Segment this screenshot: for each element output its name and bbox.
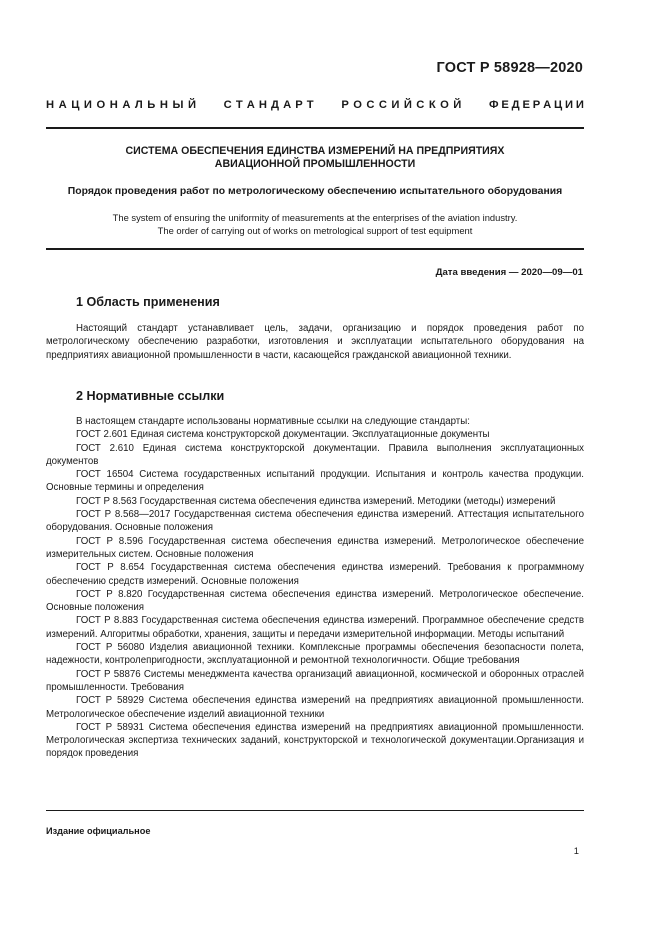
references-list (46, 415, 584, 761)
reference-item: ГОСТ Р 8.654 Государственная система обеспечения единства измерений. Требования к программному обеспечению средств измерений. Основные положения (46, 562, 584, 587)
footer-rule (46, 810, 584, 811)
reference-item: В настоящем стандарте использованы нормативные ссылки на следующие стандарты: (76, 416, 470, 427)
reference-item: ГОСТ Р 8.883 Государственная система обеспечения единства измерений. Программное обеспечение средств измерений. Алгоритмы обработки, хранения, защиты и передачи измерительной информации. Методы испытаний (46, 615, 584, 640)
section-heading-scope: 1 Область применения (76, 295, 220, 309)
title-line: АВИАЦИОННОЙ ПРОМЫШЛЕННОСТИ (214, 158, 416, 170)
title-line: СИСТЕМА ОБЕСПЕЧЕНИЯ ЕДИНСТВА ИЗМЕРЕНИЙ НА ПРЕДПРИЯТИЯХ (125, 145, 505, 157)
english-title (46, 211, 584, 237)
banner-word: Н А Ц И О Н А Л Ь Н Ы Й (46, 99, 196, 111)
header-rule (46, 127, 584, 129)
reference-item: ГОСТ 16504 Система государственных испытаний продукции. Испытания и контроль качества продукции. Основные термины и определения (46, 469, 584, 494)
standard-subtitle: Порядок проведения работ по метрологическому обеспечению испытательного оборудования (67, 186, 563, 197)
reference-item: ГОСТ Р 8.568—2017 Государственная система обеспечения единства измерений. Аттестация испытательного оборудования. Основные положения (46, 509, 584, 534)
reference-item: ГОСТ Р 8.563 Государственная система обеспечения единства измерений. Методики (методы) измерений (76, 495, 556, 507)
introduction-date: Дата введения — 2020—09—01 (435, 267, 583, 278)
scope-paragraph: Настоящий стандарт устанавливает цель, задачи, организацию и порядок проведения работ по метрологическому обеспечению разработки, изготовления и эксплуатации испытательного оборудования на предприятиях авиационной промышленности в части, касающейся гражданской авиационной техники. (46, 323, 584, 361)
reference-item: ГОСТ Р 8.820 Государственная система обеспечения единства измерений. Метрологическое обеспечение. Основные положения (46, 588, 584, 614)
reference-item: ГОСТ 2.610 Единая система конструкторской документации. Правила выполнения эксплуатационных документов (46, 442, 584, 467)
document-code: ГОСТ Р 58928—2020 (436, 60, 583, 76)
reference-item: ГОСТ Р 58929 Система обеспечения единства измерений на предприятиях авиационной промышленности. Метрологическое обеспечение изделий авиационной техники (46, 695, 584, 720)
reference-item: ГОСТ Р 56080 Изделия авиационной техники. Комплексные программы обеспечения безопасности полета, надежности, контролепригодности, эксплуатационной и ремонтной технологичности. Общие требования (46, 642, 584, 667)
section-heading-references: 2 Нормативные ссылки (76, 389, 225, 403)
official-edition-label: Издание официальное (46, 826, 151, 836)
english-title-line: The order of carrying out of works on metrological support of test equipment (157, 225, 473, 236)
standard-title (46, 145, 584, 171)
reference-item: ГОСТ 2.601 Единая система конструкторской документации. Эксплуатационные документы (76, 429, 490, 441)
page-number: 1 (573, 845, 579, 856)
banner-word: Р О С С И Й С К О Й (341, 99, 462, 111)
english-title-line: The system of ensuring the uniformity of measurements at the enterprises of the aviation industry. (112, 212, 518, 223)
reference-item: ГОСТ Р 58876 Системы менеджмента качества организаций авиационной, космической и оборонных отраслей промышленности. Требования (46, 668, 584, 693)
reference-item: ГОСТ Р 58931 Система обеспечения единства измерений на предприятиях авиационной промышленности. Метрологическая экспертиза технических заданий, конструкторской и технологической документации.Организация и порядок проведения (46, 721, 584, 760)
banner-word: С Т А Н Д А Р Т (223, 99, 314, 111)
banner-word: Ф Е Д Е Р А Ц И И (488, 99, 584, 111)
title-rule (46, 248, 584, 250)
national-standard-banner (46, 99, 584, 111)
reference-item: ГОСТ Р 8.596 Государственная система обеспечения единства измерений. Метрологическое обеспечение измерительных систем. Основные положения (46, 535, 584, 560)
